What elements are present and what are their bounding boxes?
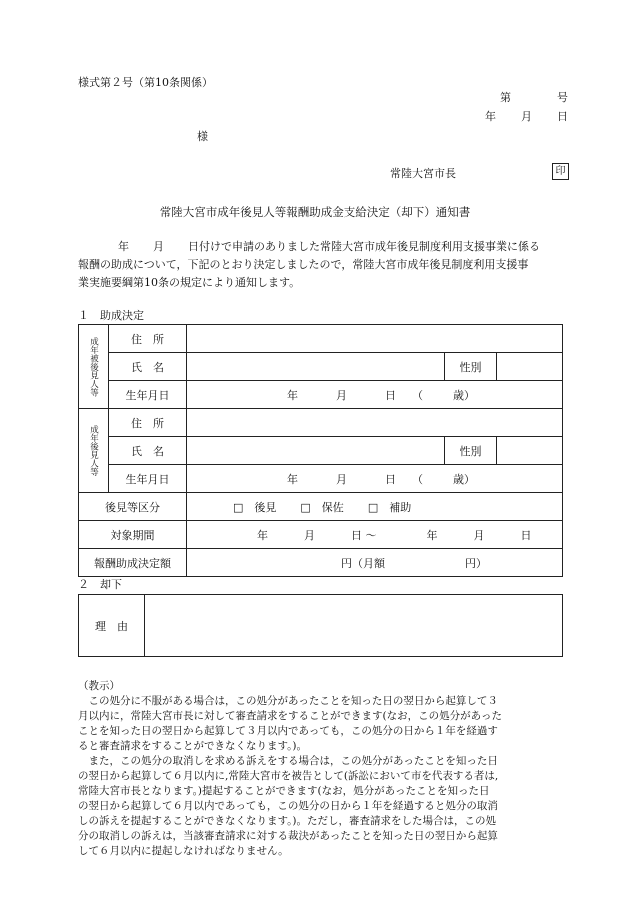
notice-line: 常陸大宮市長となります。)提起することができます(なお，処分があったことを知った日 bbox=[78, 785, 490, 797]
guardian-birth-month: 月 bbox=[336, 472, 347, 486]
guardian-name-label: 氏 名 bbox=[109, 437, 187, 465]
period-field[interactable] bbox=[187, 521, 563, 549]
number-suffix: 号 bbox=[557, 91, 568, 104]
ward-address-field[interactable] bbox=[187, 325, 563, 353]
period-label: 対象期間 bbox=[79, 521, 187, 549]
ward-group-label: 成年被後見人等 bbox=[79, 325, 109, 409]
guardian-age-open: （ bbox=[412, 472, 423, 486]
category-curatorship-option[interactable]: □ 保佐 bbox=[300, 500, 344, 514]
period-end-year: 年 bbox=[426, 528, 438, 542]
number-prefix: 第 bbox=[500, 91, 511, 104]
guardian-name-field[interactable] bbox=[187, 437, 445, 465]
ward-age-close: 歳） bbox=[453, 388, 475, 402]
guardian-group-label: 成年後見人等 bbox=[79, 409, 109, 493]
section-2-heading: ２ 却下 bbox=[78, 578, 122, 591]
intro-line-1 bbox=[78, 238, 563, 256]
decision-table bbox=[78, 324, 563, 577]
guardian-gender-label: 性別 bbox=[445, 437, 497, 465]
notice-line: しの訴えを提起することができなくなります。)。ただし，審査請求をした場合は，この処 bbox=[78, 815, 497, 827]
guardian-gender-field[interactable] bbox=[497, 437, 563, 465]
ward-address-label: 住 所 bbox=[109, 325, 187, 353]
seal-mark: 印 bbox=[552, 163, 569, 180]
notice-line: また，この処分の取消しを求める訴えをする場合は，この処分があったことを知った日 bbox=[78, 755, 498, 767]
notice-line: の翌日から起算して６月以内であっても，この処分の日から１年を経過すると処分の取消 bbox=[78, 800, 498, 812]
intro-month: 月 bbox=[153, 240, 164, 253]
guardian-address-label: 住 所 bbox=[109, 409, 187, 437]
rejection-table bbox=[78, 594, 563, 657]
period-end-day: 日 bbox=[520, 528, 532, 542]
amount-field[interactable] bbox=[187, 549, 563, 577]
section-1-heading: １ 助成決定 bbox=[78, 309, 144, 322]
notice-line: この処分に不服がある場合は，この処分があったことを知った日の翌日から起算して３ bbox=[78, 695, 498, 707]
addressee-suffix: 様 bbox=[197, 130, 208, 143]
notice-heading: （教示） bbox=[78, 680, 120, 692]
issue-month: 月 bbox=[521, 110, 532, 123]
document-title: 常陸大宮市成年後見人等報酬助成金支給決定（却下）通知書 bbox=[159, 205, 471, 219]
guardian-birthdate-field[interactable] bbox=[187, 465, 563, 493]
issue-year: 年 bbox=[485, 110, 496, 123]
guardian-birthdate-label: 生年月日 bbox=[109, 465, 187, 493]
ward-birth-year: 年 bbox=[287, 388, 298, 402]
intro-line-3: 業実施要綱第10条の規定により通知します。 bbox=[78, 276, 301, 289]
category-label: 後見等区分 bbox=[79, 493, 187, 521]
intro-line-2: 報酬の助成について，下記のとおり決定しましたので，常陸大宮市成年後見制度利用支援事 bbox=[78, 258, 529, 271]
period-start-month: 月 bbox=[304, 528, 315, 542]
ward-birth-day: 日 bbox=[385, 388, 396, 402]
category-options bbox=[187, 493, 563, 521]
guardian-birth-year: 年 bbox=[287, 472, 298, 486]
period-start-day: 日 ～ bbox=[351, 528, 377, 542]
guardian-address-field[interactable] bbox=[187, 409, 563, 437]
guardian-age-close: 歳） bbox=[453, 472, 475, 486]
ward-gender-field[interactable] bbox=[497, 353, 563, 381]
guardian-birth-day: 日 bbox=[385, 472, 396, 486]
ward-name-field[interactable] bbox=[187, 353, 445, 381]
intro-paragraph bbox=[78, 238, 563, 292]
form-number: 様式第２号（第10条関係） bbox=[78, 76, 213, 89]
notice-line: の翌日から起算して６月以内に,常陸大宮市を被告として(訴訟において市を代表する者は, bbox=[78, 770, 499, 782]
ward-age-open: （ bbox=[412, 388, 423, 402]
category-guardianship-option[interactable]: □ 後見 bbox=[233, 500, 277, 514]
issue-day: 日 bbox=[557, 110, 568, 123]
ward-birth-month: 月 bbox=[336, 388, 347, 402]
notice-line: ると審査請求をすることができなくなります。)。 bbox=[78, 740, 308, 752]
appeal-notice bbox=[78, 679, 578, 859]
intro-year: 年 bbox=[118, 240, 129, 253]
reason-label: 理 由 bbox=[79, 595, 145, 657]
period-end-month: 月 bbox=[473, 528, 485, 542]
ward-birthdate-label: 生年月日 bbox=[109, 381, 187, 409]
category-assistance-option[interactable]: □ 補助 bbox=[367, 500, 412, 514]
amount-yen: 円（月額 bbox=[341, 556, 385, 570]
ward-name-label: 氏 名 bbox=[109, 353, 187, 381]
intro-line-1-text: 日付けで申請のありました常陸大宮市成年後見制度利用支援事業に係る bbox=[188, 240, 540, 253]
notice-line: 分の取消しの訴えは，当該審査請求に対する裁決があったことを知った日の翌日から起算 bbox=[78, 830, 498, 842]
amount-monthly-close: 円） bbox=[465, 556, 487, 570]
issuer-name: 常陸大宮市長 bbox=[390, 167, 456, 180]
reason-field[interactable] bbox=[145, 595, 563, 657]
period-start-year: 年 bbox=[257, 528, 268, 542]
amount-label: 報酬助成決定額 bbox=[79, 549, 187, 577]
notice-line: して６月以内に提起しなければなりません。 bbox=[78, 845, 289, 857]
notice-line: 月以内に，常陸大宮市長に対して審査請求をすることができます(なお，この処分があった bbox=[78, 710, 502, 722]
ward-gender-label: 性別 bbox=[445, 353, 497, 381]
notice-line: ことを知った日の翌日から起算して３月以内であっても，この処分の日から１年を経過す bbox=[78, 725, 498, 737]
ward-birthdate-field[interactable] bbox=[187, 381, 563, 409]
